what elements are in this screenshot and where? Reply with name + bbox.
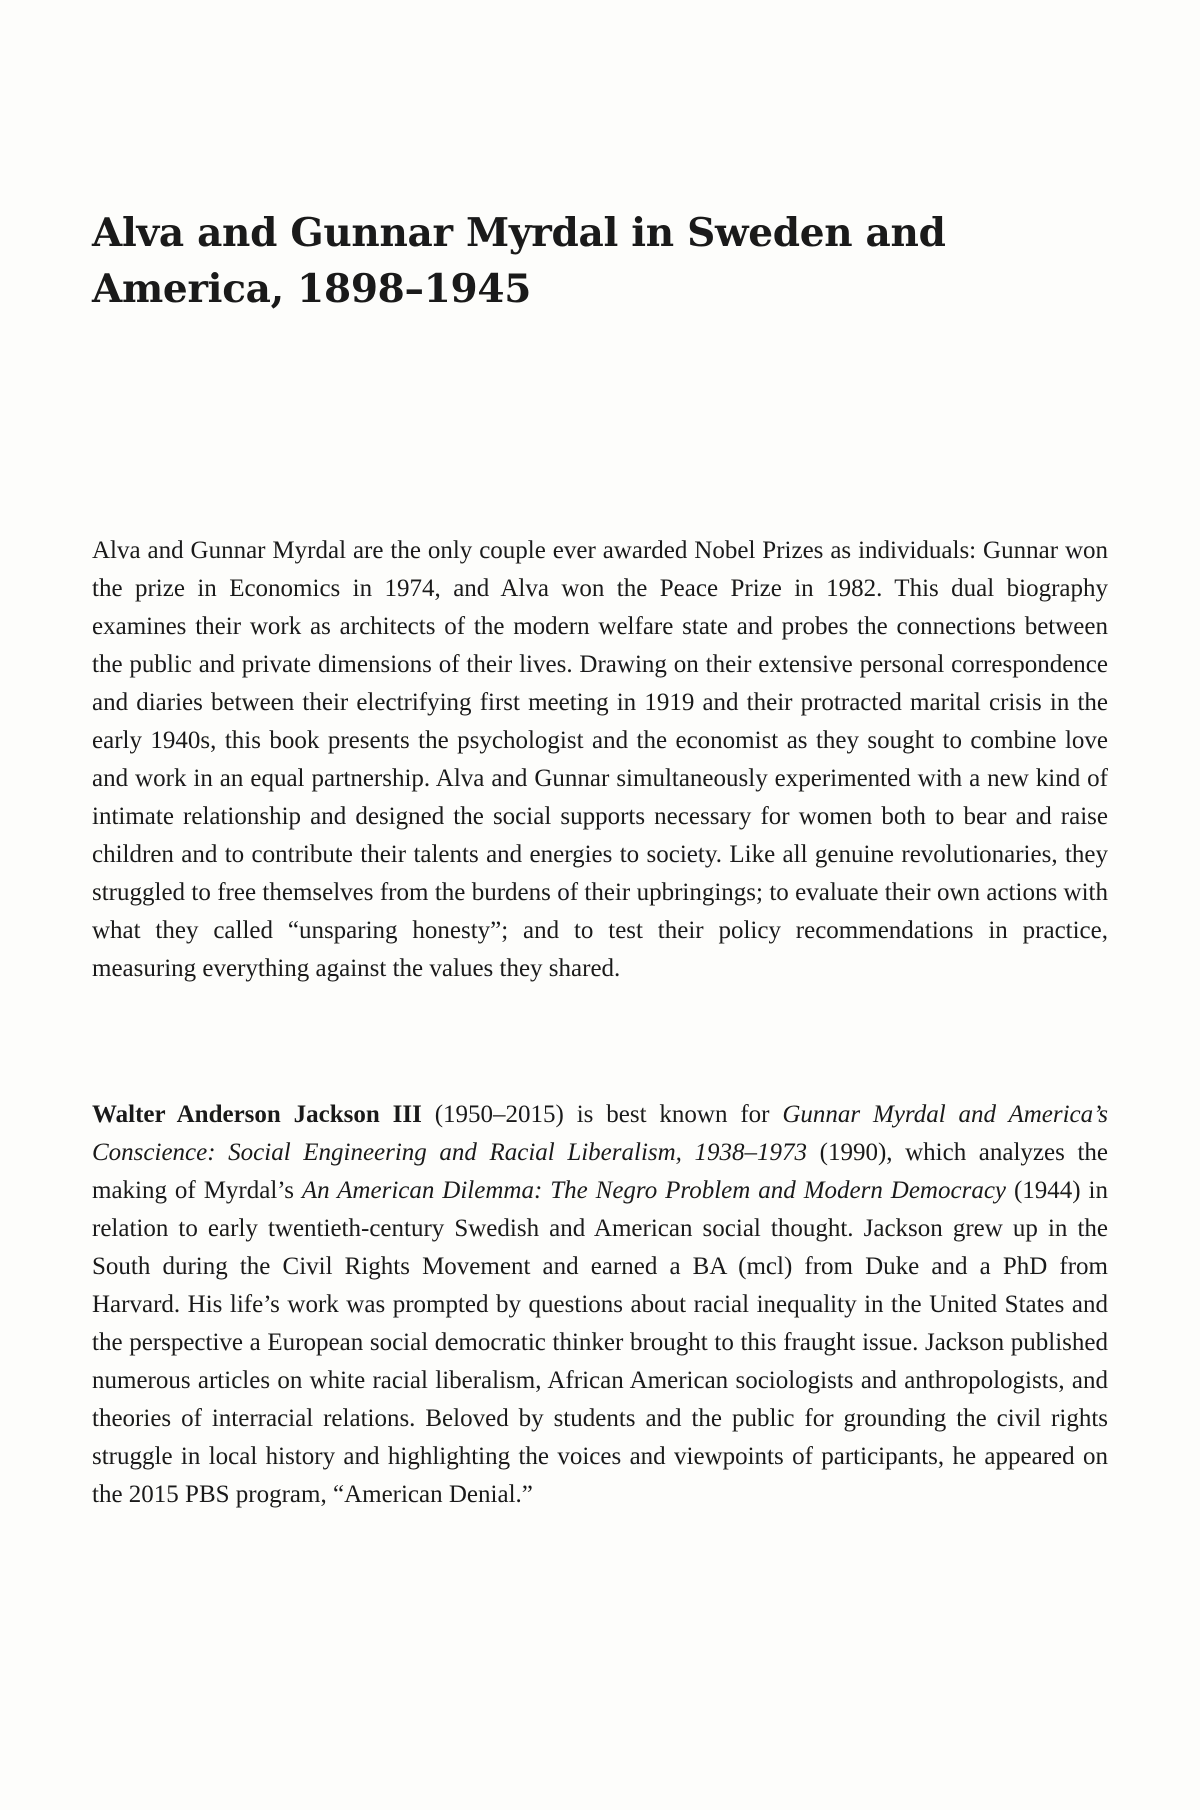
book-title: Alva and Gunnar Myrdal in Sweden and America, 1898–1945 bbox=[92, 210, 946, 312]
author-name: Walter Anderson Jackson III bbox=[92, 1101, 422, 1128]
bio-text-3: (1944) in relation to early twentieth-century Swedish and American social thought. Jackson grew up in the South during the Civil Rights Movement and earned a BA (mcl) from Duke and a PhD from Harvard. His life’s work was prompted by questions about racial inequality in the United States and the perspective a European social democratic thinker brought to this fraught issue. Jackson published numerous articles on white racial liberalism, African American sociologists and anthropologists, and theories of interracial relations. Beloved by students and the public for grounding the civil rights struggle in local history and highlighting the voices and viewpoints of participants, he appeared on the 2015 PBS program, “American Denial.” bbox=[92, 1177, 1108, 1508]
title-block bbox=[92, 205, 1108, 317]
author-bio bbox=[92, 1096, 1108, 1514]
bio-text-2: (1990), which analyzes the making of Myrdal’s bbox=[92, 1139, 1108, 1204]
bio-book-title-1: Gunnar Myrdal and America’s Conscience: Social Engineering and Racial Liberalism, 1938–1973 bbox=[92, 1101, 1108, 1166]
bio-book-title-2: An American Dilemma: The Negro Problem and Modern Democracy bbox=[301, 1177, 1007, 1204]
book-description: Alva and Gunnar Myrdal are the only couple ever awarded Nobel Prizes as individuals: Gunnar won the prize in Economics in 1974, and Alva won the Peace Prize in 1982. This dual biography examines their work as architects of the modern welfare state and probes the connections between the public and private dimensions of their lives. Drawing on their extensive personal correspondence and diaries between their electrifying first meeting in 1919 and their protracted marital crisis in the early 1940s, this book presents the psychologist and the economist as they sought to combine love and work in an equal partnership. Alva and Gunnar simultaneously experimented with a new kind of intimate relationship and designed the social supports necessary for women both to bear and raise children and to contribute their talents and energies to society. Like all genuine revolutionaries, they struggled to free themselves from the burdens of their upbringings; to evaluate their own actions with what they called “unsparing honesty”; and to test their policy recommendations in practice, measuring everything against the values they shared. bbox=[92, 537, 1108, 982]
bio-text-1: (1950–2015) is best known for bbox=[421, 1101, 783, 1128]
